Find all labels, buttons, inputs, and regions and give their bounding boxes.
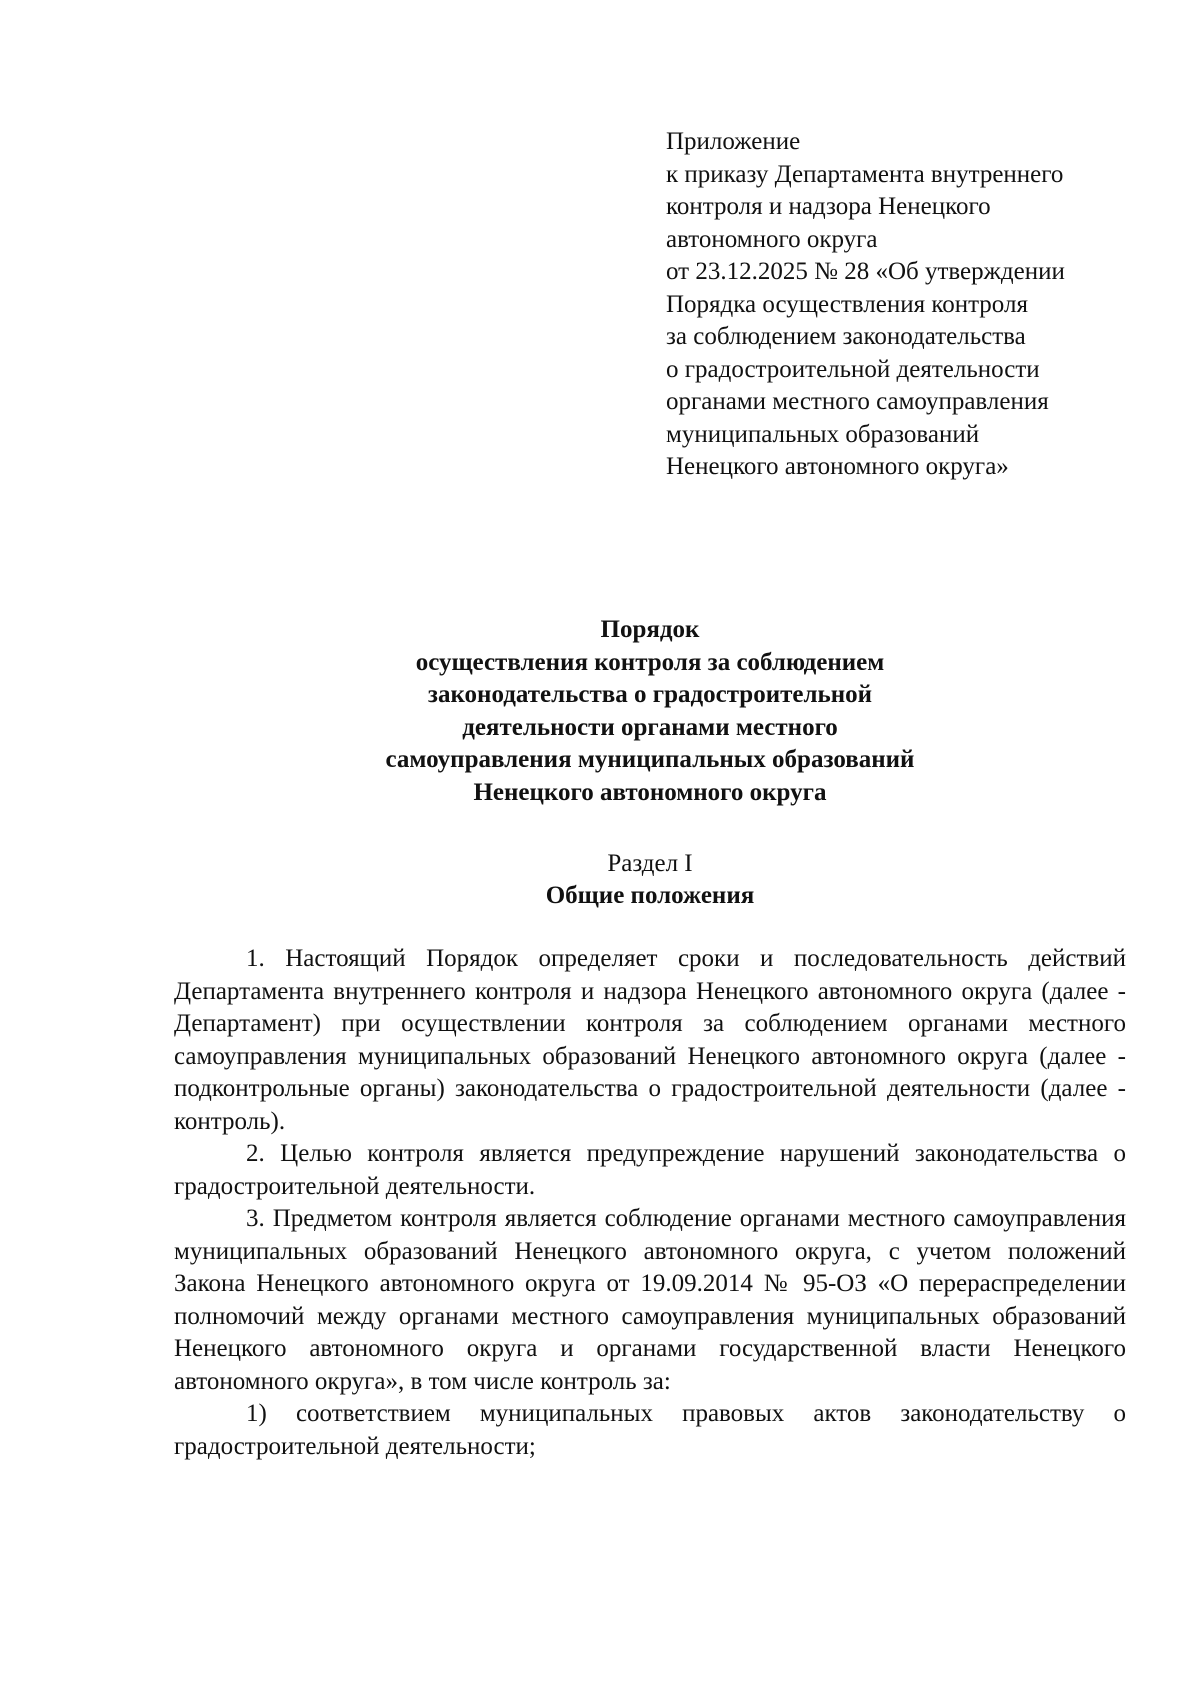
title-line: Порядок bbox=[600, 616, 700, 643]
appendix-block bbox=[666, 126, 1166, 484]
title-line: осуществления контроля за соблюдением bbox=[415, 648, 885, 676]
section-number: Раздел I bbox=[607, 850, 693, 877]
section-title: Общие положения bbox=[545, 882, 755, 909]
appendix-line: автономного округа bbox=[666, 225, 878, 253]
appendix-line: органами местного самоуправления bbox=[666, 388, 1049, 415]
title-line: законодательства о градостроительной bbox=[427, 681, 873, 708]
appendix-line: Приложение bbox=[666, 128, 801, 155]
document-title bbox=[170, 614, 1130, 809]
appendix-line: о градостроительной деятельности bbox=[666, 355, 1040, 383]
appendix-line: от 23.12.2025 № 28 «Об утверждении bbox=[666, 258, 1065, 285]
subitem-1: 1) соответствием муниципальных правовых актов законодательству о градостроительной деятельности; bbox=[174, 1400, 1126, 1460]
title-line: Ненецкого автономного округа bbox=[473, 778, 827, 806]
appendix-line: за соблюдением законодательства bbox=[666, 323, 1026, 350]
title-line: самоуправления муниципальных образований bbox=[385, 746, 915, 773]
appendix-line: контроля и надзора Ненецкого bbox=[666, 193, 991, 220]
paragraph-2: 2. Целью контроля является предупреждение нарушений законодательства о градостроительной деятельности. bbox=[174, 1140, 1126, 1200]
title-line: деятельности органами местного bbox=[462, 713, 838, 741]
appendix-line: Порядка осуществления контроля bbox=[666, 290, 1028, 318]
appendix-line: Ненецкого автономного округа» bbox=[666, 453, 1009, 480]
paragraph-1: 1. Настоящий Порядок определяет сроки и последовательность действий Департамента внутреннего контроля и надзора Ненецкого автономного округа (далее - Департамент) при осуществлении контроля за соблюдением органами местного самоуправления муниципальных образований Ненецкого автономного округа (далее - подконтрольные органы) законодательства о градостроительной деятельности (далее - контроль). bbox=[174, 945, 1126, 1135]
appendix-line: муниципальных образований bbox=[666, 420, 980, 448]
body-text bbox=[174, 943, 1126, 1463]
paragraph-3: 3. Предметом контроля является соблюдение органами местного самоуправления муниципальных образований Ненецкого автономного округа, с учетом положений Закона Ненецкого автономного округа от 19.09.2014 № 95-ОЗ «О перераспределении полномочий между органами местного самоуправления муниципальных образований Ненецкого автономного округа и органами государственной власти Ненецкого автономного округа», в том числе контроль за: bbox=[174, 1205, 1126, 1395]
appendix-line: к приказу Департамента внутреннего bbox=[666, 160, 1064, 188]
